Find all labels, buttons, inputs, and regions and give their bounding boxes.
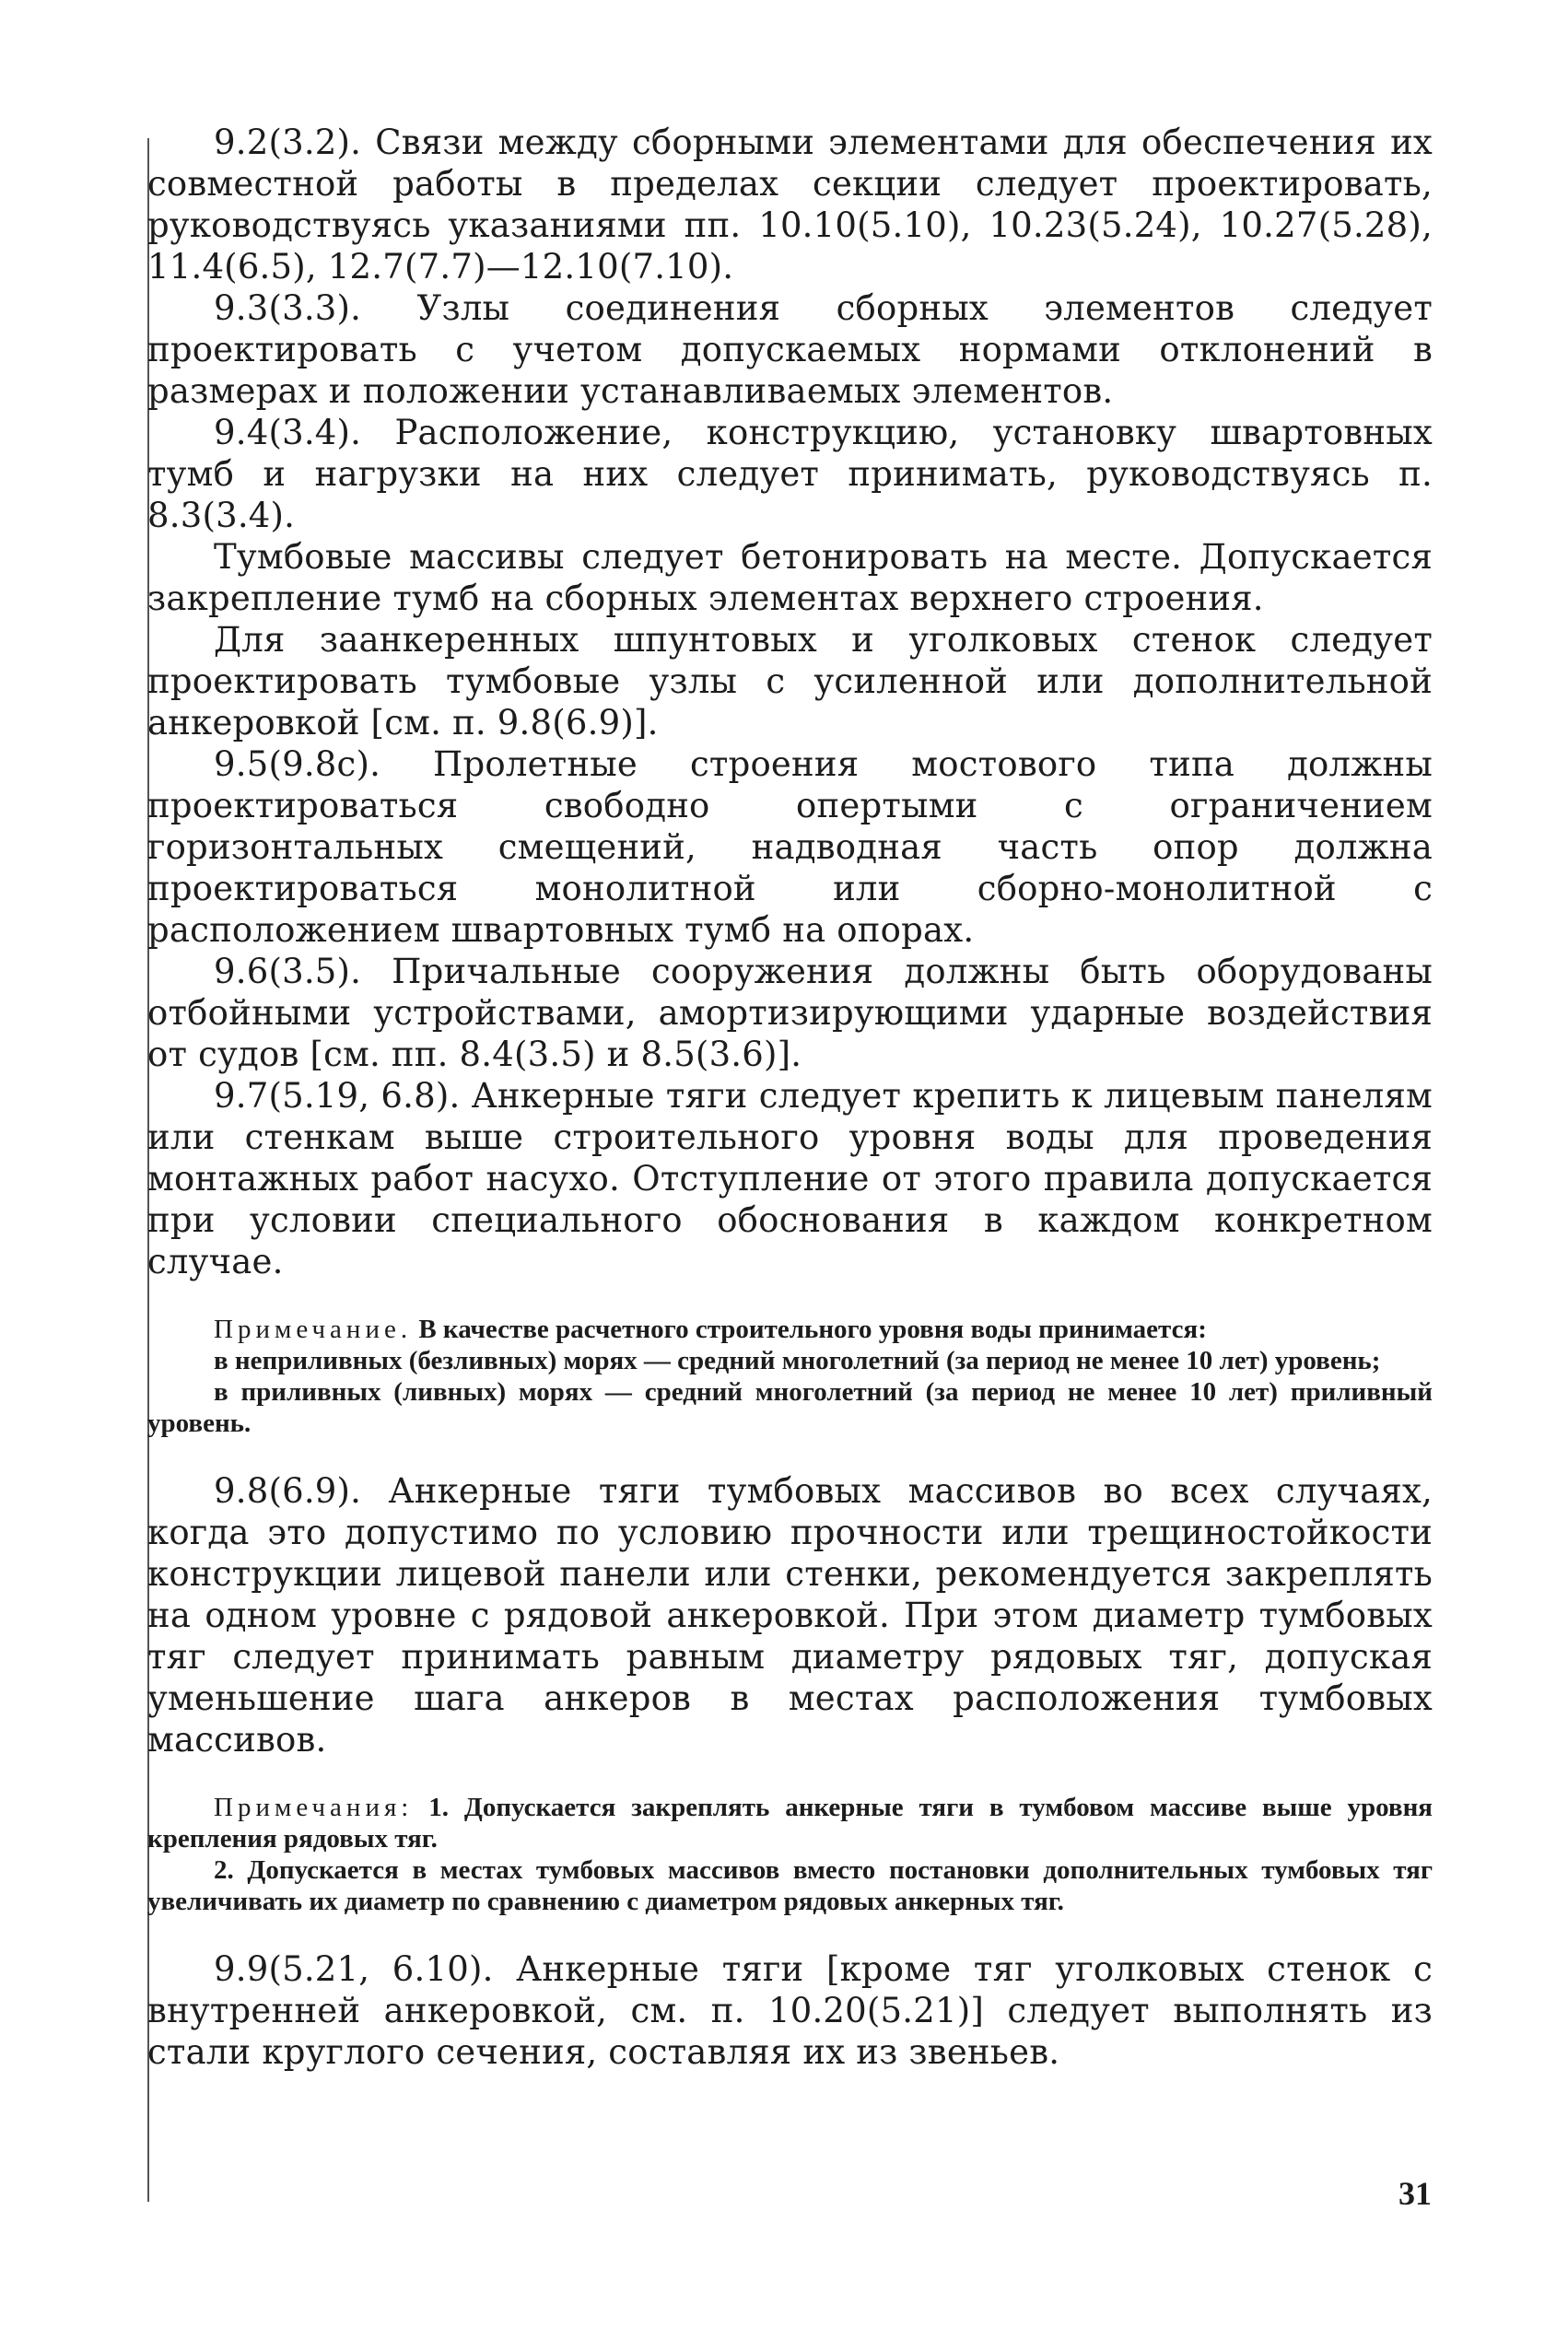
note-2-item-2: 2. Допускается в местах тумбовых массивов вместо постановки дополнительных тумбовых тяг увеличивать их диаметр по сравнению с диаметром рядовых анкерных тяг. [147, 1855, 1433, 1916]
paragraph-9-5: 9.5(9.8с). Пролетные строения мостового типа должны проектироваться свободно опертыми с ограничением горизонтальных смещений, надводная часть опор должна проектироваться монолитной или сборно-монолитной с расположением швартовных тумб на опорах. [147, 744, 1433, 950]
paragraph-9-7: 9.7(5.19, 6.8). Анкерные тяги следует крепить к лицевым панелям или стенкам выше строительного уровня воды для проведения монтажных работ насухо. Отступление от этого правила допускается при условии специального обоснования в каждом конкретном случае. [147, 1076, 1433, 1281]
paragraph-9-8: 9.8(6.9). Анкерные тяги тумбовых массивов во всех случаях, когда это допустимо по условию прочности или трещиностойкости конструкции лицевой панели или стенки, рекомендуется закреплять на одном уровне с рядовой анкеровкой. При этом диаметр тумбовых тяг следует принимать равным диаметру рядовых тяг, допуская уменьшение шага анкеров в местах расположения тумбовых массивов. [147, 1471, 1433, 1760]
paragraph-anchored-walls: Для заанкеренных шпунтовых и уголковых стенок следует проектировать тумбовые узлы с усиленной или дополнительной анкеровкой [см. п. 9.8(6.9)]. [147, 620, 1433, 743]
paragraph-bollard-blocks: Тумбовые массивы следует бетонировать на месте. Допускается закрепление тумб на сборных элементах верхнего строения. [147, 537, 1433, 618]
note-1-text: В качестве расчетного строительного уровня воды принимается: [418, 1315, 1207, 1344]
section-9-2-to-9-7 [147, 122, 1433, 1282]
notes-anchor-rods [147, 1792, 1433, 1917]
section-9-8 [147, 1470, 1433, 1760]
note-2-label: Примечания: [214, 1793, 414, 1822]
paragraph-9-2: 9.2(3.2). Связи между сборными элементами для обеспечения их совместной работы в пределах секции следует проектировать, руководствуясь указаниями пп. 10.10(5.10), 10.23(5.24), 10.27(5.28), 11.4(6.5), 12.7(7.7)—12.10(7.10). [147, 123, 1433, 287]
note-2-intro [147, 1792, 1433, 1854]
paragraph-9-3: 9.3(3.3). Узлы соединения сборных элементов следует проектировать с учетом допускаемых нормами отклонений в размерах и положении устанавливаемых элементов. [147, 288, 1433, 411]
note-1-item-tidal: в приливных (ливных) морях — средний многолетний (за период не менее 10 лет) приливный уровень. [147, 1377, 1433, 1438]
note-1-label: Примечание. [214, 1315, 413, 1344]
note-1-item-nontidal: в неприливных (безливных) морях — средний многолетний (за период не менее 10 лет) уровень; [214, 1346, 1381, 1375]
note-1-intro [147, 1314, 1433, 1345]
paragraph-9-6: 9.6(3.5). Причальные сооружения должны быть оборудованы отбойными устройствами, амортизирующими ударные воздействия от судов [см. пп. 8.4(3.5) и 8.5(3.6)]. [147, 952, 1433, 1074]
section-9-9 [147, 1948, 1433, 2073]
paragraph-9-9: 9.9(5.21, 6.10). Анкерные тяги [кроме тяг уголковых стенок с внутренней анкеровкой, см. п. 10.20(5.21)] следует выполнять из стали круглого сечения, составляя их из звеньев. [147, 1949, 1433, 2072]
note-water-level [147, 1314, 1433, 1439]
paragraph-9-4: 9.4(3.4). Расположение, конструкцию, установку швартовных тумб и нагрузки на них следует принимать, руководствуясь п. 8.3(3.4). [147, 413, 1433, 535]
note-2-first: 1. Допускается закреплять анкерные тяги в тумбовом массиве выше уровня крепления рядовых тяг. [147, 1793, 1433, 1854]
page-number: 31 [1398, 2175, 1432, 2212]
document-page [147, 122, 1433, 2204]
